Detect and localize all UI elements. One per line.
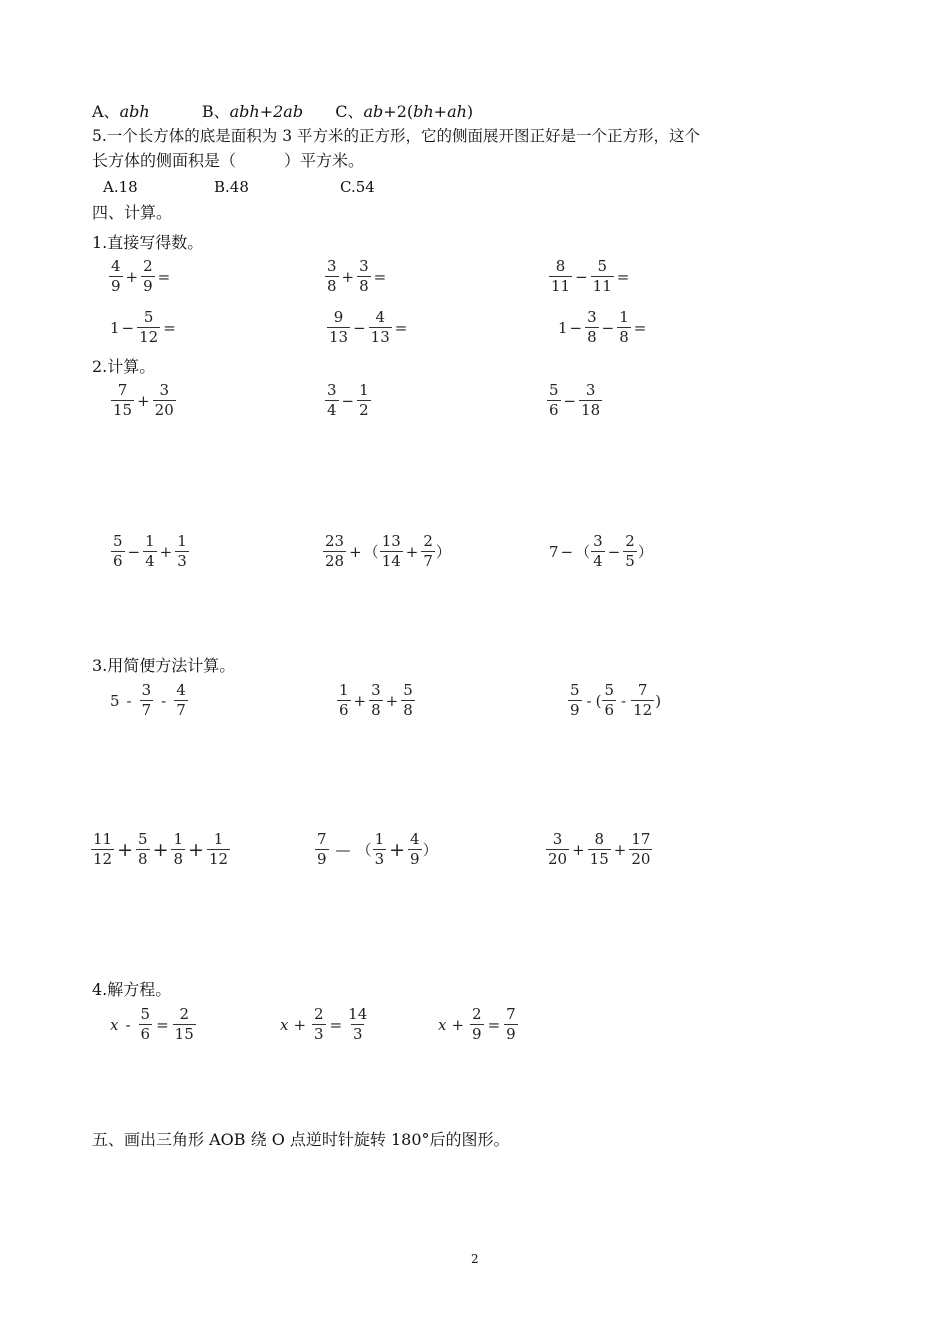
fraction: $\frac{5}{8}$ <box>403 681 413 719</box>
fraction: $\frac{1}{6}$ <box>339 681 349 719</box>
fraction: $\frac{14}{3}$ <box>348 1005 368 1043</box>
expr-2-2: $\frac{3}{4}$ − $\frac{1}{2}$ <box>327 381 369 419</box>
fraction: $\frac{5}{6}$ <box>604 681 615 719</box>
fraction: $\frac{3}{8}$ <box>587 308 597 346</box>
fraction: $\frac{5}{11}$ <box>592 257 612 295</box>
expr-2-3: $\frac{5}{6}$ − $\frac{3}{18}$ <box>549 381 601 419</box>
expr-1-6: 1 − $\frac{3}{8}$ − $\frac{1}{8}$ = <box>558 308 647 346</box>
fraction: $\frac{3}{4}$ <box>593 532 603 570</box>
expr-1-5: $\frac{9}{13}$ − $\frac{4}{13}$ = <box>329 308 408 346</box>
q4-options <box>92 102 473 122</box>
fraction: $\frac{2}{9}$ <box>143 257 153 295</box>
fraction: $\frac{2}{9}$ <box>472 1005 482 1043</box>
option-a-label: A、 <box>92 102 120 121</box>
fraction: $\frac{5}{8}$ <box>138 830 148 868</box>
fraction: $\frac{7}{15}$ <box>113 381 133 419</box>
expr-1-3: $\frac{8}{11}$ − $\frac{5}{11}$ = <box>551 257 630 295</box>
fraction: $\frac{4}{9}$ <box>410 830 420 868</box>
fraction: $\frac{11}{12}$ <box>93 830 113 868</box>
section-5-title: 五、画出三角形 AOB 绕 O 点逆时针旋转 180°后的图形。 <box>92 1130 510 1149</box>
q5-line1: 5.一个长方体的底是面积为 3 平方米的正方形，它的侧面展开图正好是一个正方形，这个 <box>92 127 701 145</box>
expr-2-5: $\frac{23}{28}$ + （ $\frac{13}{14}$ + $\frac{2}{7}$ ） <box>325 532 451 570</box>
fraction: $\frac{5}{12}$ <box>139 308 159 346</box>
fraction: $\frac{7}{9}$ <box>317 830 327 868</box>
option-c-pre: ab <box>363 102 384 121</box>
fraction: $\frac{1}{3}$ <box>374 830 385 868</box>
fraction: $\frac{17}{20}$ <box>631 830 651 868</box>
expr-3-3: $\frac{5}{9}$ - ( $\frac{5}{6}$ - $\frac{7}{12}$ ) <box>570 681 662 719</box>
fraction: $\frac{8}{15}$ <box>589 830 609 868</box>
q5-option-b: B.48 <box>214 178 249 196</box>
fraction: $\frac{5}{6}$ <box>113 532 123 570</box>
fraction: $\frac{3}{18}$ <box>581 381 601 419</box>
expr-3-4: $\frac{11}{12}$ + $\frac{5}{8}$ + $\frac{1}{8}$ + $\frac{1}{12}$ <box>93 830 229 868</box>
option-c-plus: + <box>433 102 448 121</box>
expr-3-1: 5 - $\frac{3}{7}$ - $\frac{4}{7}$ <box>110 681 186 719</box>
part-2-title: 2.计算。 <box>92 357 156 376</box>
expr-1-4: 1 − $\frac{5}{12}$ = <box>110 308 176 346</box>
fraction: $\frac{2}{5}$ <box>625 532 635 570</box>
option-c-close: ) <box>466 102 474 121</box>
fraction: $\frac{3}{8}$ <box>359 257 369 295</box>
option-a-text: abh <box>119 102 150 121</box>
part-3-title: 3.用简便方法计算。 <box>92 656 236 675</box>
expr-3-5: $\frac{7}{9}$ — （ $\frac{1}{3}$ + $\frac{4}{9}$ ） <box>317 830 438 868</box>
fraction: $\frac{9}{13}$ <box>329 308 349 346</box>
option-c-mid: +2( <box>383 102 414 121</box>
fraction: $\frac{2}{7}$ <box>423 532 433 570</box>
q5-option-c: C.54 <box>340 178 375 196</box>
fraction: $\frac{1}{8}$ <box>173 830 184 868</box>
fraction: $\frac{3}{20}$ <box>154 381 174 419</box>
fraction: $\frac{7}{9}$ <box>506 1005 516 1043</box>
fraction: $\frac{4}{7}$ <box>176 681 186 719</box>
q5-option-a: A.18 <box>103 178 138 196</box>
q5-line2: 长方体的侧面积是（ ）平方米。 <box>92 151 365 170</box>
fraction: $\frac{5}{6}$ <box>140 1005 151 1043</box>
fraction: $\frac{23}{28}$ <box>325 532 345 570</box>
expr-1-1: $\frac{4}{9}$ + $\frac{2}{9}$ = <box>111 257 171 295</box>
option-c-italic: bh <box>413 102 434 121</box>
section-4-title: 四、计算。 <box>92 203 173 222</box>
fraction: $\frac{2}{15}$ <box>174 1005 194 1043</box>
fraction: $\frac{4}{9}$ <box>111 257 121 295</box>
equation-2: x + $\frac{2}{3}$ = $\frac{14}{3}$ <box>280 1005 368 1043</box>
option-c-italic2: ah <box>447 102 467 121</box>
fraction: $\frac{1}{2}$ <box>359 381 369 419</box>
fraction: $\frac{1}{12}$ <box>208 830 229 868</box>
fraction: $\frac{4}{13}$ <box>370 308 390 346</box>
fraction: $\frac{3}{4}$ <box>327 381 337 419</box>
expr-3-6: $\frac{3}{20}$ + $\frac{8}{15}$ + $\frac{17}{20}$ <box>548 830 651 868</box>
fraction: $\frac{3}{8}$ <box>371 681 381 719</box>
expr-1-2: $\frac{3}{8}$ + $\frac{3}{8}$ = <box>327 257 387 295</box>
fraction: $\frac{3}{7}$ <box>141 681 152 719</box>
expr-3-2: $\frac{1}{6}$ + $\frac{3}{8}$ + $\frac{5}{8}$ <box>339 681 413 719</box>
expr-2-1: $\frac{7}{15}$ + $\frac{3}{20}$ <box>113 381 174 419</box>
option-b-label: B、 <box>201 102 230 121</box>
fraction: $\frac{5}{6}$ <box>549 381 559 419</box>
fraction: $\frac{5}{9}$ <box>570 681 580 719</box>
option-b-text: abh+2ab <box>229 102 304 121</box>
fraction: $\frac{3}{20}$ <box>548 830 568 868</box>
fraction: $\frac{7}{12}$ <box>633 681 653 719</box>
expr-2-6: 7 − （ $\frac{3}{4}$ − $\frac{2}{5}$ ） <box>549 532 653 570</box>
part-4-title: 4.解方程。 <box>92 980 172 999</box>
equation-3: x + $\frac{2}{9}$ = $\frac{7}{9}$ <box>438 1005 516 1043</box>
fraction: $\frac{8}{11}$ <box>551 257 571 295</box>
fraction: $\frac{3}{8}$ <box>327 257 337 295</box>
option-c-label: C、 <box>335 102 364 121</box>
page-number: 2 <box>471 1252 479 1266</box>
fraction: $\frac{1}{3}$ <box>177 532 187 570</box>
equation-1: x - $\frac{5}{6}$ = $\frac{2}{15}$ <box>110 1005 194 1043</box>
fraction: $\frac{2}{3}$ <box>314 1005 324 1043</box>
fraction: $\frac{1}{8}$ <box>619 308 629 346</box>
fraction: $\frac{1}{4}$ <box>145 532 155 570</box>
part-1-title: 1.直接写得数。 <box>92 233 204 252</box>
fraction: $\frac{13}{14}$ <box>381 532 401 570</box>
expr-2-4: $\frac{5}{6}$ − $\frac{1}{4}$ + $\frac{1}{3}$ <box>113 532 187 570</box>
